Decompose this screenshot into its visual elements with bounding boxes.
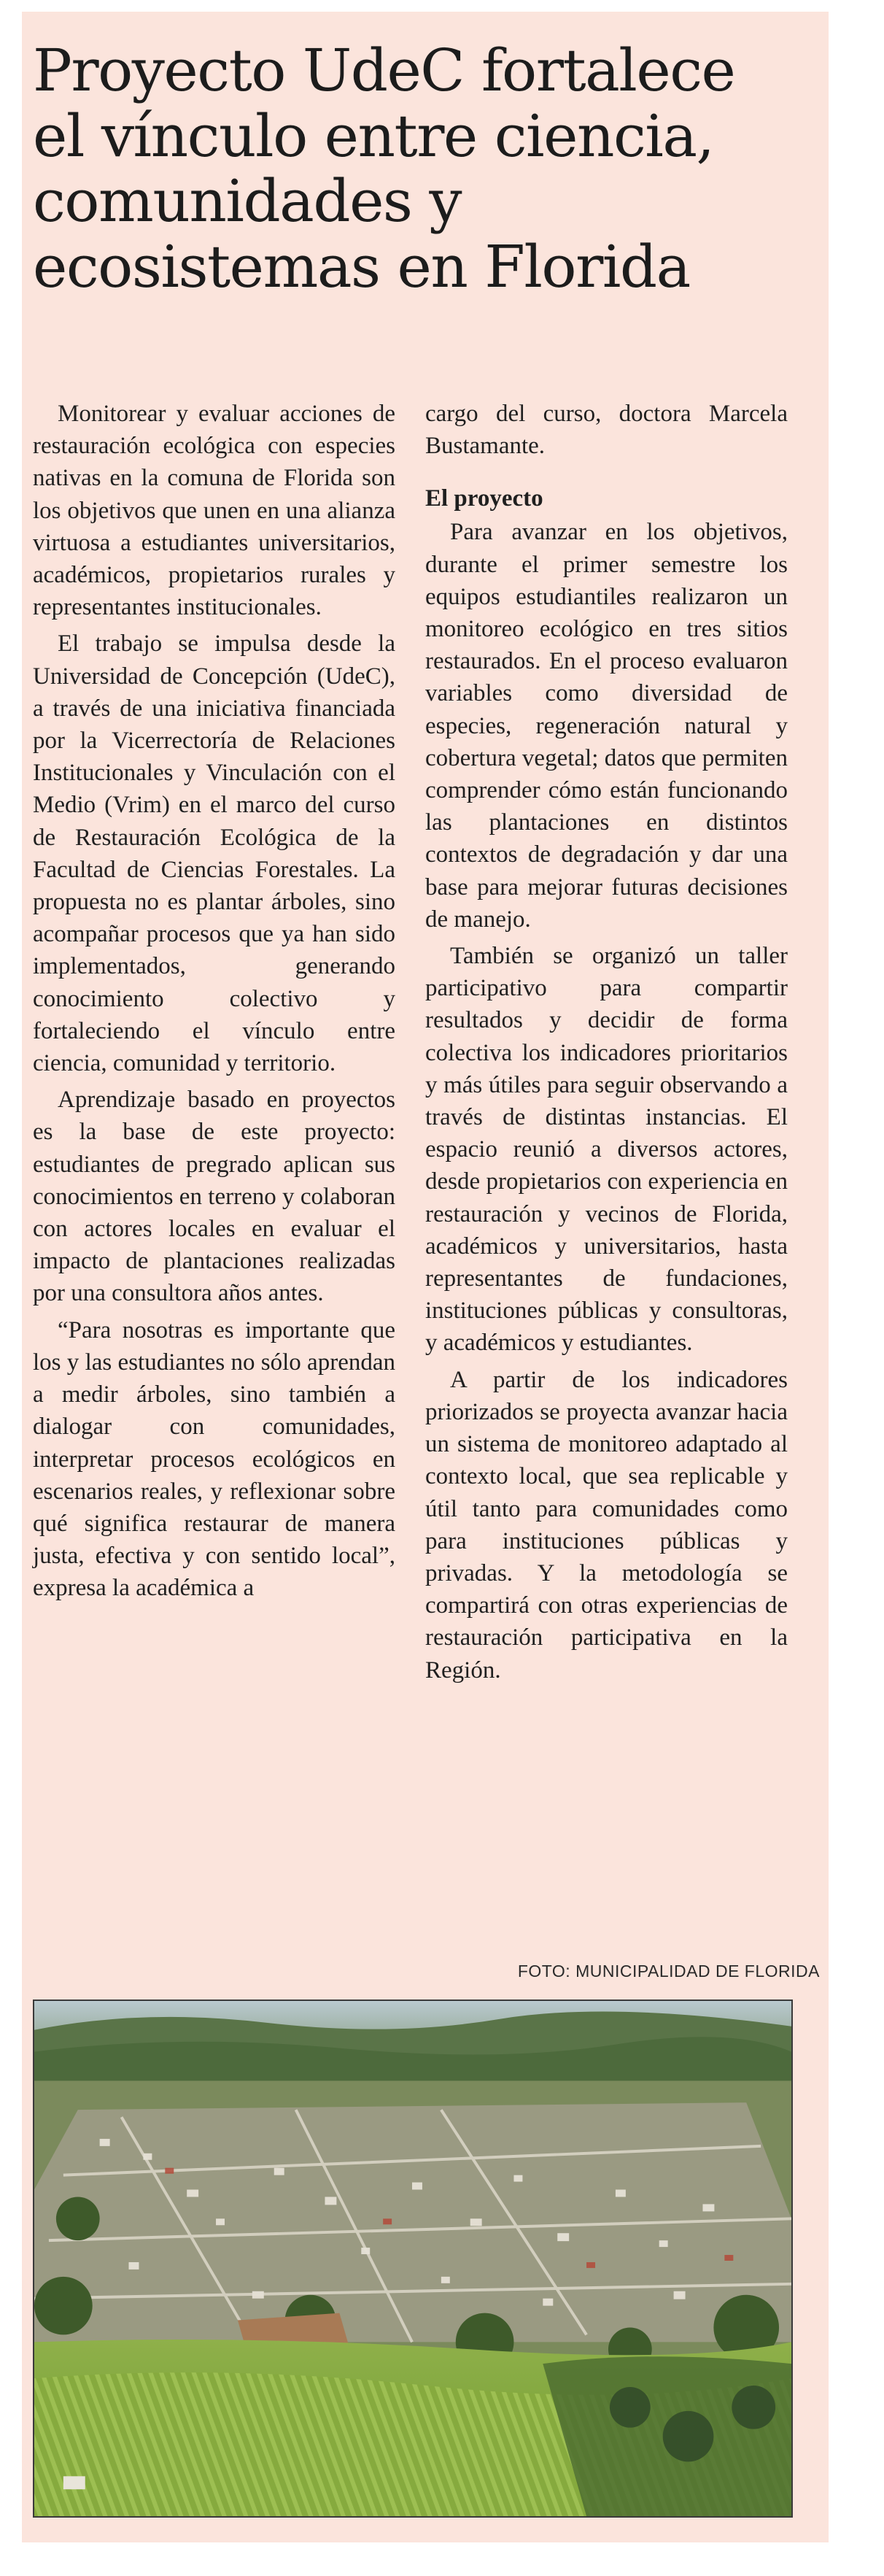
- paragraph: A partir de los indicadores priorizados se proyecta avanzar hacia un sistema de monitoreo adaptado al contexto local, que sea replicable y útil tanto para comunidades como para instituciones públicas y privadas. Y la metodología se compartirá con otras experiencias de restauración participativa en la Región.: [425, 1366, 788, 1684]
- article-body: [33, 398, 788, 1916]
- paragraph: Aprendizaje basado en proyectos es la base de este proyecto: estudiantes de pregrado aplican sus conocimientos en terreno y colaboran con actores locales en evaluar el impacto de plantaciones realizadas por una consultora años antes.: [33, 1087, 395, 1307]
- photo-credit: FOTO: MUNICIPALIDAD DE FLORIDA: [517, 1962, 820, 1981]
- article-headline: Proyecto UdeC fortalece el vínculo entre ciencia, comunidades y ecosistemas en Florida: [33, 36, 735, 301]
- paragraph: “Para nosotras es importante que los y las estudiantes no sólo aprendan a medir árboles, sino también a dialogar con comunidades, interpretar procesos ecológicos en escenarios reales, y reflexionar sobre qué significa restaurar de manera justa, efectiva y con sentido local”, expresa la académica a: [33, 1316, 395, 1602]
- section-subhead: El proyecto: [425, 485, 543, 512]
- aerial-photo-illustration: [34, 2001, 791, 2516]
- text-column-left: [33, 398, 395, 1916]
- paragraph: Monitorear y evaluar acciones de restauración ecológica con especies nativas en la comuna de Florida son los objetivos que unen en una alianza virtuosa a estudiantes universitarios, académicos, propietarios rurales y representantes institucionales.: [33, 401, 395, 621]
- paragraph: El trabajo se impulsa desde la Universidad de Concepción (UdeC), a través de una iniciativa financiada por la Vicerrectoría de Relaciones Institucionales y Vinculación con el Medio (Vrim) en el marco del curso de Restauración Ecológica de la Facultad de Ciencias Forestales. La propuesta no es plantar árboles, sino acompañar procesos que ya han sido implementados, generando conocimiento colectivo y fortaleciendo el vínculo entre ciencia, comunidad y territorio.: [33, 630, 395, 1077]
- paragraph: También se organizó un taller participativo para compartir resultados y decidir de forma colectiva los indicadores prioritarios y más útiles para seguir observando a través de distintas instancias. El espacio reunió a diversos actores, desde propietarios con experiencia en restauración y vecinos de Florida, académicos y universitarios, hasta representantes de fundaciones, instituciones públicas y consultoras, y académicos y estudiantes.: [425, 943, 788, 1357]
- paragraph: Para avanzar en los objetivos, durante el primer semestre los equipos estudiantiles realizaron un monitoreo ecológico en tres sitios restaurados. En el proceso evaluaron variables como diversidad de especies, regeneración natural y cobertura vegetal; datos que permiten comprender cómo están funcionando las plantaciones en distintos contextos de degradación y dar una base para mejorar futuras decisiones de manejo.: [425, 519, 788, 933]
- aerial-town-photo: [33, 2000, 793, 2518]
- text-column-right: [425, 398, 788, 1916]
- paragraph-continuation: cargo del curso, doctora Marcela Bustamante.: [425, 401, 788, 460]
